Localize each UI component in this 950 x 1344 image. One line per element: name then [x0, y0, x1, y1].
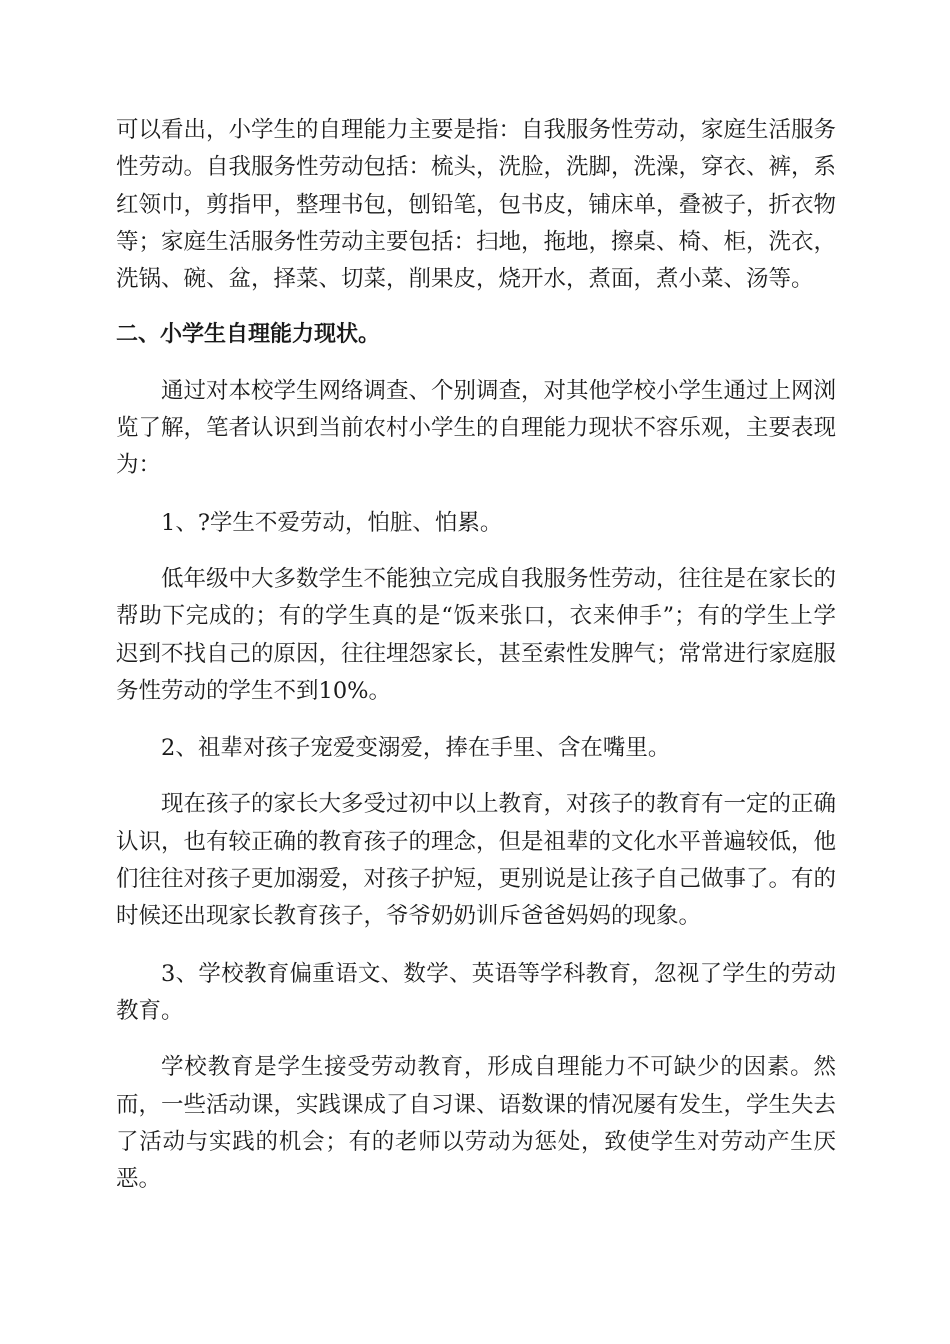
paragraph-point-3-detail: 学校教育是学生接受劳动教育，形成自理能力不可缺少的因素。然而，一些活动课，实践课成了自习课、语数课的情况屡有发生，学生失去了活动与实践的机会；有的老师以劳动为惩处，致使学生对劳动产生厌恶。 [116, 1054, 837, 1193]
paragraph-self-care-definition: 可以看出，小学生的自理能力主要是指：自我服务性劳动，家庭生活服务性劳动。自我服务性劳动包括：梳头，洗脸，洗脚，洗澡，穿衣、裤，系红领巾，剪指甲，整理书包，刨铅笔，包书皮，铺床单，叠被子，折衣物等；家庭生活服务性劳动主要包括：扫地，拖地，擦桌、椅、柜，洗衣，洗锅、碗、盆，择菜、切菜，削果皮，烧开水，煮面，煮小菜、汤等。 [116, 117, 837, 293]
paragraph-point-1-detail: 低年级中大多数学生不能独立完成自我服务性劳动，往往是在家长的帮助下完成的；有的学生真的是“饭来张口，衣来伸手”；有的学生上学迟到不找自己的原因，往往埋怨家长，甚至索性发脾气；常常进行家庭服务性劳动的学生不到10%。 [116, 565, 837, 704]
section-heading-current-status: 二、小学生自理能力现状。 [116, 322, 381, 348]
point-heading-1: 1、?学生不爱劳动，怕脏、怕累。 [161, 509, 503, 536]
point-heading-2: 2、祖辈对孩子宠爱变溺爱，捧在手里、含在嘴里。 [161, 735, 671, 762]
paragraph-survey-intro: 通过对本校学生网络调查、个别调查，对其他学校小学生通过上网浏览了解，笔者认识到当前农村小学生的自理能力现状不容乐观，主要表现为： [116, 377, 837, 479]
point-heading-3: 3、学校教育偏重语文、数学、英语等学科教育，忽视了学生的劳动教育。 [116, 960, 836, 1024]
document-body [116, 112, 836, 1198]
paragraph-point-2-detail: 现在孩子的家长大多受过初中以上教育，对孩子的教育有一定的正确认识，也有较正确的教育孩子的理念，但是祖辈的文化水平普遍较低，他们往往对孩子更加溺爱，对孩子护短，更别说是让孩子自己做事了。有的时候还出现家长教育孩子，爷爷奶奶训斥爸爸妈妈的现象。 [116, 791, 837, 930]
